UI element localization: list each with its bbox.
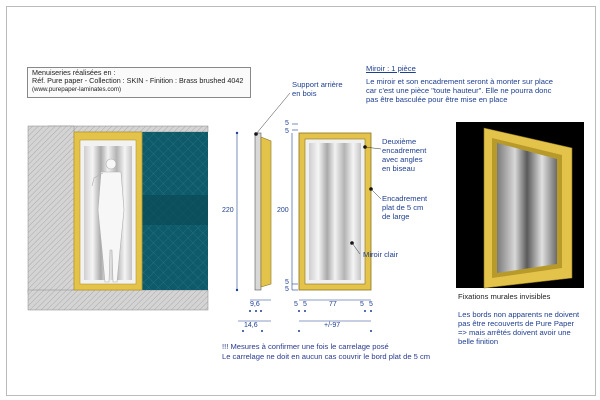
header-url: (www.purepaper-laminates.com) bbox=[32, 86, 122, 93]
side-frame bbox=[261, 137, 271, 287]
wall-left bbox=[28, 126, 74, 293]
miroir-title: Miroir : 1 pièce bbox=[366, 64, 416, 73]
annotation-encadrement-plat: Encadrement plat de 5 cm de large bbox=[382, 194, 428, 221]
dim-depth-small: 9,6 bbox=[250, 301, 260, 308]
side-view bbox=[236, 93, 290, 291]
footer-note: !!! Mesures à confirmer une fois le carrelage posé Le carrelage ne doit en aucun cas couvrir le bord plat de 5 cm bbox=[222, 342, 431, 361]
render-view bbox=[456, 122, 584, 288]
dim-top-5a: 5 bbox=[285, 120, 289, 127]
annotation-miroir: Miroir clair bbox=[363, 250, 399, 259]
wall-floor bbox=[28, 290, 208, 310]
front-mirror bbox=[309, 143, 361, 280]
side-support bbox=[255, 133, 261, 290]
dim-w-5d: 5 bbox=[369, 301, 373, 308]
front-view bbox=[292, 133, 381, 290]
annotation-support: Support arrière en bois bbox=[292, 80, 343, 98]
dim-w-5b: 5 bbox=[303, 301, 307, 308]
dim-side-height: 220 bbox=[222, 207, 234, 214]
teal-band bbox=[141, 195, 208, 225]
header-line1: Menuiseries réalisées en : bbox=[32, 68, 116, 77]
miroir-text: Le miroir et son encadrement seront à monter sur place car c'est une pièce "toute hauteur". Elle ne pourra donc pas être basculée pour être mise en place bbox=[366, 77, 553, 104]
dim-bottom-5b: 5 bbox=[285, 286, 289, 293]
header-line2: Réf. Pure paper - Collection : SKIN - Finition : Brass brushed 4042 bbox=[32, 76, 244, 85]
annotation-deuxieme: Deuxième encadrement avec angles en biseau bbox=[382, 137, 427, 173]
dim-w-5a: 5 bbox=[294, 301, 298, 308]
dim-w-inner: 77 bbox=[329, 301, 337, 308]
dim-w-5c: 5 bbox=[360, 301, 364, 308]
dim-front-height: 200 bbox=[277, 207, 289, 214]
dim-bottom-5a: 5 bbox=[285, 279, 289, 286]
fixations-text: Les bords non apparents ne doivent pas être recouverts de Pure Paper => mais arrêtés doivent avoir une belle finition bbox=[458, 310, 580, 346]
dim-depth-total: 14,6 bbox=[244, 322, 258, 329]
fixations-title: Fixations murales invisibles bbox=[458, 292, 551, 301]
render-mirror bbox=[497, 143, 557, 273]
dim-top-5b: 5 bbox=[285, 128, 289, 135]
wall-elevation bbox=[28, 126, 208, 310]
dim-w-total: +/-97 bbox=[324, 322, 341, 329]
